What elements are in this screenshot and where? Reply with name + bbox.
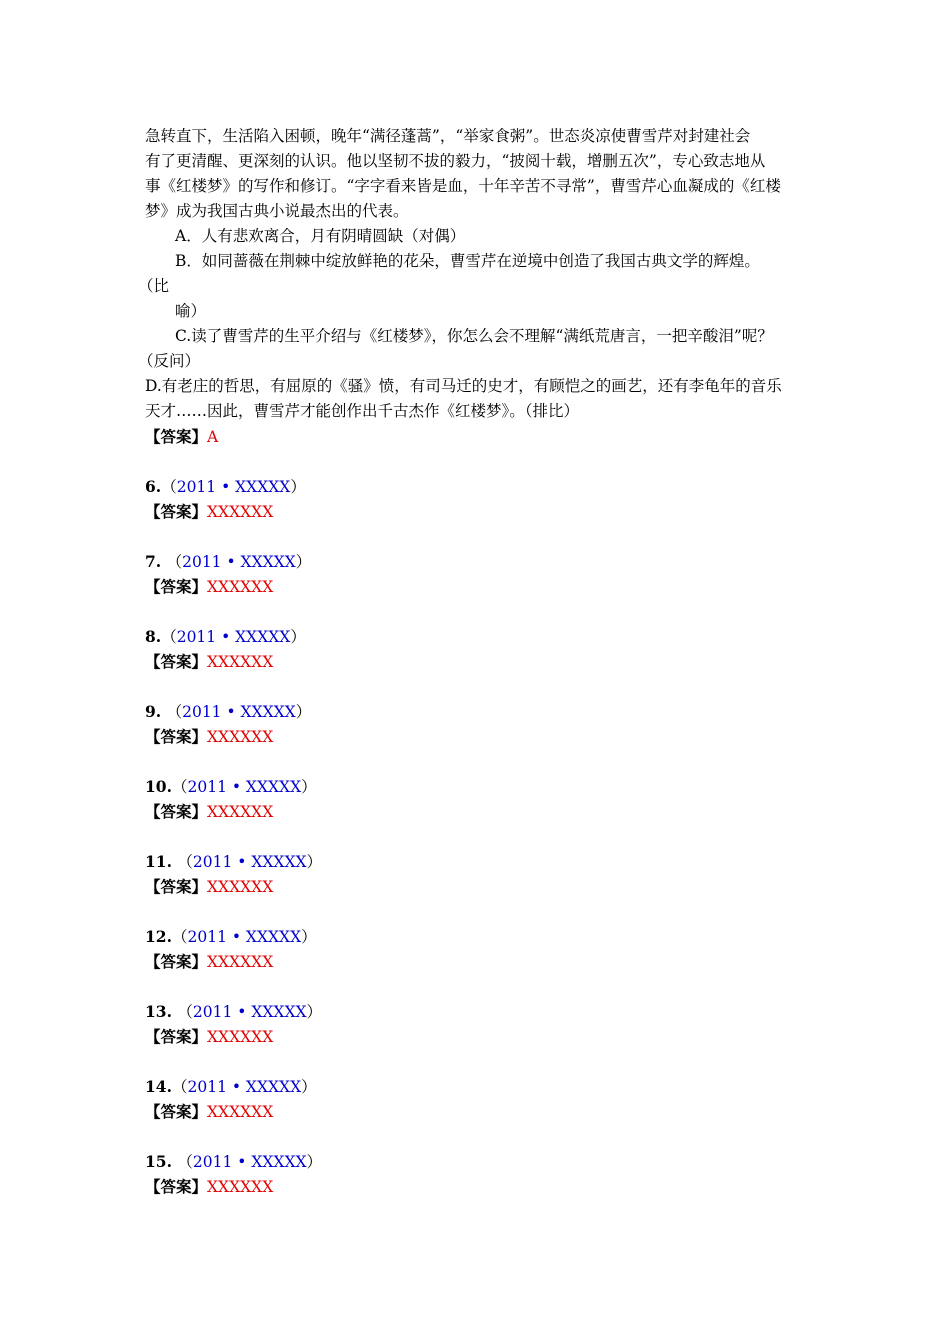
question-header xyxy=(145,774,317,800)
answer-label: 【答案】 xyxy=(145,877,208,896)
answer-label: 【答案】 xyxy=(145,652,208,671)
answer-value: XXXXXX xyxy=(207,503,274,521)
option-b: B．如同蔷薇在荆棘中绽放鲜艳的花朵，曹雪芹在逆境中创造了我国古典文学的辉煌。 xyxy=(175,252,760,270)
answer-value: XXXXXX xyxy=(207,803,274,821)
option-c: C.读了曹雪芹的生平介绍与《红楼梦》，你怎么会不理解“满纸荒唐言，一把辛酸泪”呢？ xyxy=(175,327,773,345)
answer-row xyxy=(145,649,273,675)
answer-value: XXXXXX xyxy=(207,1178,274,1196)
question-header xyxy=(145,624,306,650)
answer-value: XXXXXX xyxy=(207,653,274,671)
answer-value: XXXXXX xyxy=(207,1103,274,1121)
answer-row xyxy=(145,1099,273,1125)
source-close-paren: ） xyxy=(295,553,312,571)
source-open-paren: （ xyxy=(177,1003,193,1021)
option-d: 天才……因此，曹雪芹才能创作出千古杰作《红楼梦》。（排比） xyxy=(145,402,580,420)
answer-value: A xyxy=(207,428,219,446)
answer-label: 【答案】 xyxy=(145,502,208,521)
answer-row xyxy=(145,1024,273,1050)
answer-label: 【答案】 xyxy=(145,427,208,446)
source-close-paren: ） xyxy=(301,1078,317,1096)
answer-value: XXXXXX xyxy=(207,728,274,746)
source-open-paren: （ xyxy=(161,628,177,646)
option-a: A．人有悲欢离合，月有阴晴圆缺（对偶） xyxy=(175,227,466,245)
question-source: 2011 • XXXXX xyxy=(187,928,302,946)
question-source: 2011 • XXXXX xyxy=(192,1153,307,1171)
question-number: 10. xyxy=(145,777,172,796)
answer-row xyxy=(145,724,273,750)
source-close-paren: ） xyxy=(306,853,323,871)
question-number: 6. xyxy=(145,477,162,496)
passage-line: 有了更清醒、更深刻的认识。他以坚韧不拔的毅力，“披阅十载，增删五次”，专心致志地从 xyxy=(145,152,766,170)
passage-line: 梦》成为我国古典小说最杰出的代表。 xyxy=(145,202,409,220)
answer-row xyxy=(145,1174,273,1200)
source-open-paren: （ xyxy=(177,853,193,871)
source-close-paren: ） xyxy=(290,628,306,646)
source-close-paren: ） xyxy=(301,928,317,946)
answer-row xyxy=(145,874,273,900)
question-header xyxy=(145,999,322,1025)
source-open-paren: （ xyxy=(171,1078,188,1096)
source-close-paren: ） xyxy=(290,478,306,496)
answer-value: XXXXXX xyxy=(207,1028,274,1046)
answer-label: 【答案】 xyxy=(145,1177,208,1196)
answer-row xyxy=(145,574,273,600)
answer-value: XXXXXX xyxy=(207,578,274,596)
question-header xyxy=(145,1149,322,1175)
question-source: 2011 • XXXXX xyxy=(187,778,302,796)
option-b-wrap: 喻） xyxy=(175,302,207,320)
answer-label: 【答案】 xyxy=(145,952,208,971)
answer-row xyxy=(145,499,273,525)
answer-label: 【答案】 xyxy=(145,727,208,746)
answer-value: XXXXXX xyxy=(207,878,274,896)
source-open-paren: （ xyxy=(171,778,188,796)
passage-line: 急转直下，生活陷入困顿，晚年“满径蓬蒿”，“举家食粥”。世态炎凉使曹雪芹对封建社会 xyxy=(145,127,751,145)
answer-label: 【答案】 xyxy=(145,577,208,596)
question-number: 15. xyxy=(145,1152,178,1171)
question-number: 7. xyxy=(145,552,167,571)
passage-line: 事《红楼梦》的写作和修订。“字字看来皆是血，十年辛苦不寻常”，曹雪芹心血凝成的《红楼 xyxy=(145,177,781,195)
question-source: 2011 • XXXXX xyxy=(176,478,291,496)
answer-label: 【答案】 xyxy=(145,1102,208,1121)
source-open-paren: （ xyxy=(161,478,177,496)
question-source: 2011 • XXXXX xyxy=(176,628,291,646)
question-header xyxy=(145,549,311,575)
source-open-paren: （ xyxy=(166,553,183,571)
source-open-paren: （ xyxy=(171,928,188,946)
question-header xyxy=(145,849,322,875)
answer-row xyxy=(145,799,273,825)
question-number: 12. xyxy=(145,927,172,946)
source-open-paren: （ xyxy=(177,1153,193,1171)
question-header xyxy=(145,699,311,725)
source-close-paren: ） xyxy=(301,778,317,796)
question-source: 2011 • XXXXX xyxy=(192,1003,307,1021)
question-number: 9. xyxy=(145,702,167,721)
question-header xyxy=(145,924,317,950)
question-source: 2011 • XXXXX xyxy=(192,853,307,871)
question-source: 2011 • XXXXX xyxy=(182,703,296,721)
question-number: 13. xyxy=(145,1002,178,1021)
answer-row xyxy=(145,949,273,975)
answer-label: 【答案】 xyxy=(145,802,208,821)
question-number: 11. xyxy=(145,852,178,871)
question-number: 14. xyxy=(145,1077,172,1096)
question-source: 2011 • XXXXX xyxy=(182,553,296,571)
source-close-paren: ） xyxy=(295,703,312,721)
question-header xyxy=(145,1074,317,1100)
option-d: D.有老庄的哲思，有屈原的《骚》愤，有司马迁的史才，有顾恺之的画艺，还有李龟年的音乐 xyxy=(145,377,782,395)
source-close-paren: ） xyxy=(306,1153,323,1171)
option-b-wrap: （比 xyxy=(138,277,170,295)
answer-value: XXXXXX xyxy=(207,953,274,971)
answer-row xyxy=(145,424,218,450)
source-close-paren: ） xyxy=(306,1003,323,1021)
option-c-wrap: （反问） xyxy=(138,352,201,370)
question-header xyxy=(145,474,306,500)
answer-label: 【答案】 xyxy=(145,1027,208,1046)
question-number: 8. xyxy=(145,627,162,646)
source-open-paren: （ xyxy=(166,703,183,721)
question-source: 2011 • XXXXX xyxy=(187,1078,302,1096)
